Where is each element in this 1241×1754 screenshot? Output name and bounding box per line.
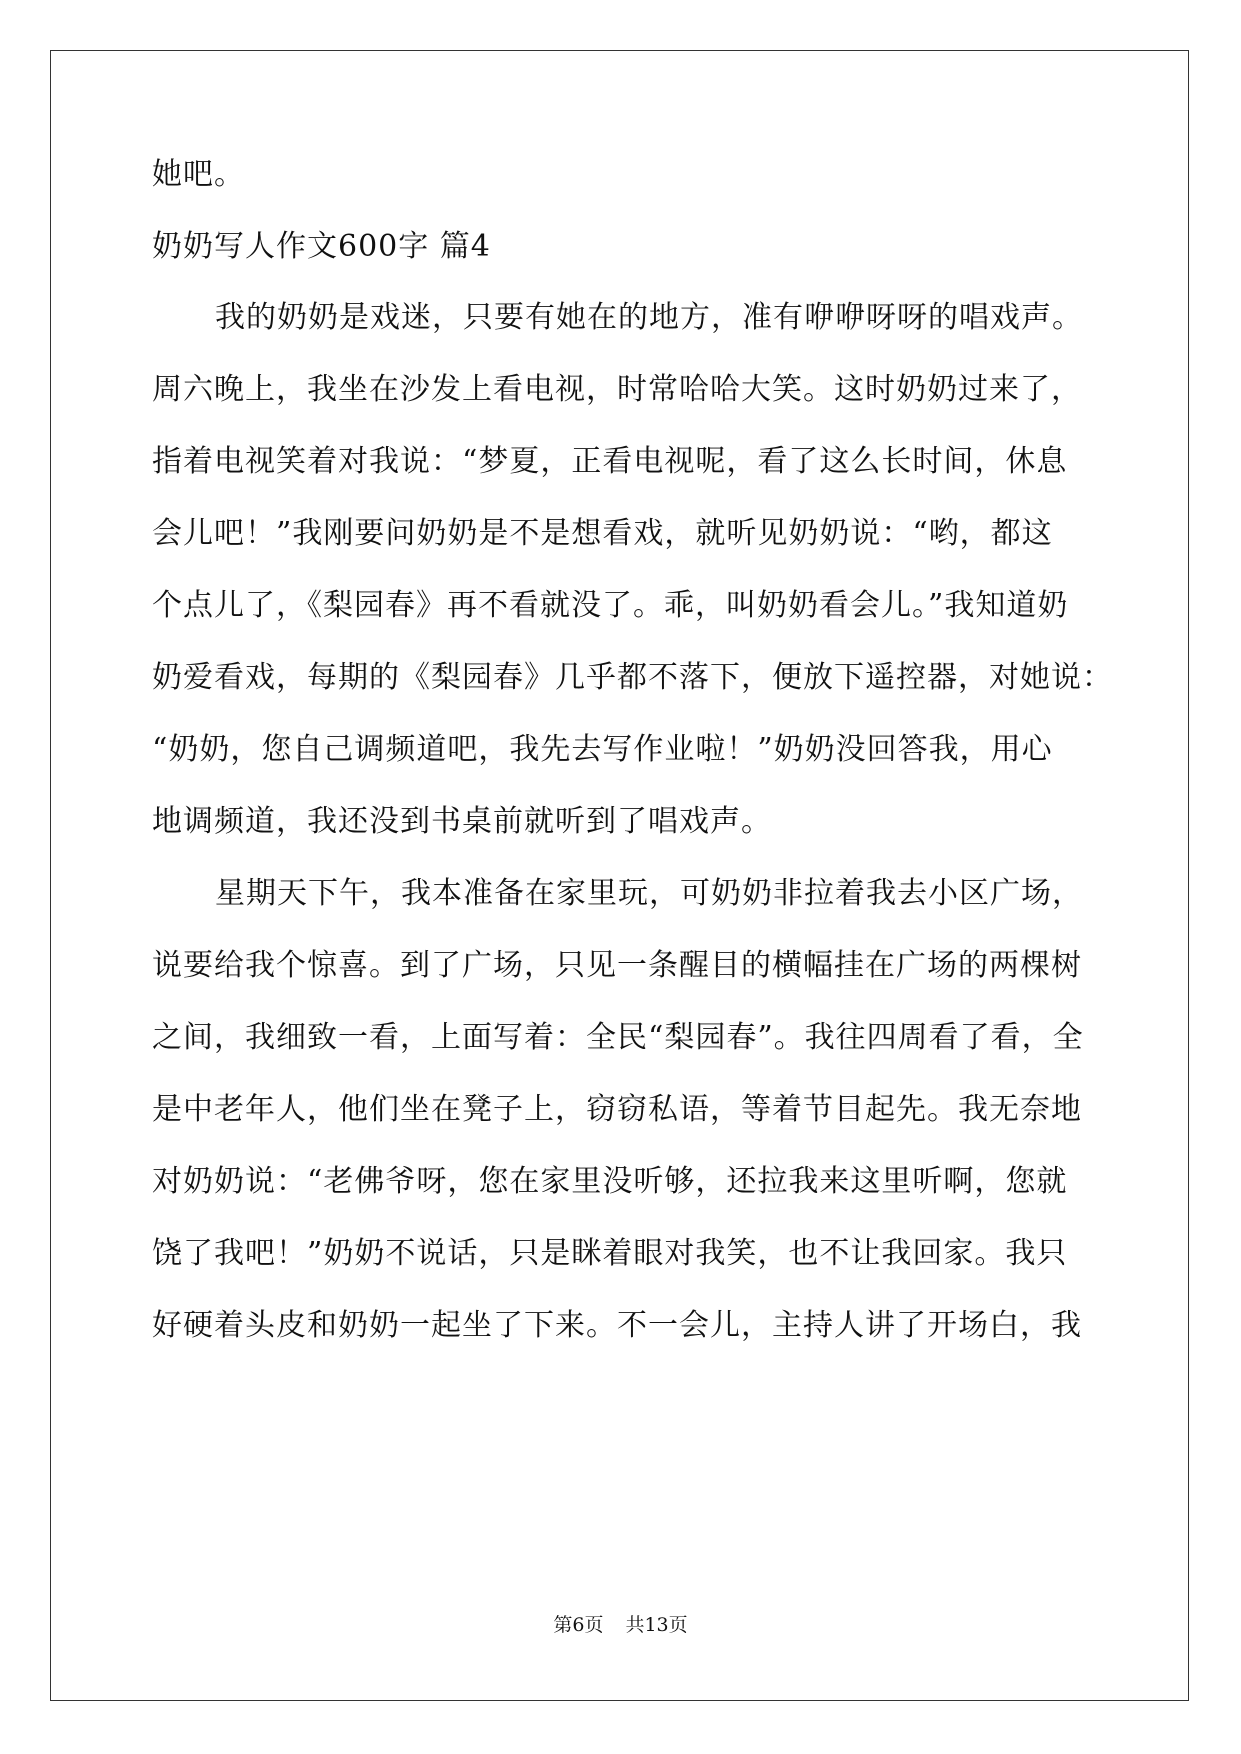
paragraph-line: 星期天下午，我本准备在家里玩，可奶奶非拉着我去小区广场，: [215, 876, 1083, 911]
paragraph-line: 指着电视笑着对我说：“梦夏，正看电视呢，看了这么长时间，休息: [152, 444, 1068, 479]
text-line: 她吧。: [152, 157, 245, 192]
paragraph-line: 是中老年人，他们坐在凳子上，窃窃私语，等着节目起先。我无奈地: [152, 1092, 1082, 1127]
paragraph-line: 奶爱看戏，每期的《梨园春》几乎都不落下，便放下遥控器，对她说：: [152, 660, 1113, 695]
total-page-count: 共13页: [625, 1614, 688, 1636]
paragraph-line: 饶了我吧！”奶奶不说话，只是眯着眼对我笑，也不让我回家。我只: [152, 1236, 1068, 1271]
paragraph-line: 之间，我细致一看，上面写着：全民“梨园春”。我往四周看了看，全: [152, 1020, 1084, 1055]
paragraph-line: 好硬着头皮和奶奶一起坐了下来。不一会儿，主持人讲了开场白，我: [152, 1308, 1082, 1343]
paragraph-line: 个点儿了，《梨园春》再不看就没了。乖，叫奶奶看会儿。”我知道奶: [152, 588, 1069, 623]
paragraph-line: “奶奶，您自己调频道吧，我先去写作业啦！”奶奶没回答我，用心: [152, 732, 1053, 767]
section-heading: 奶奶写人作文600字 篇4: [152, 229, 491, 264]
paragraph-line: 周六晚上，我坐在沙发上看电视，时常哈哈大笑。这时奶奶过来了，: [152, 372, 1082, 407]
paragraph-line: 地调频道，我还没到书桌前就听到了唱戏声。: [152, 804, 772, 839]
paragraph-line: 会儿吧！”我刚要问奶奶是不是想看戏，就听见奶奶说：“哟，都这: [152, 516, 1053, 551]
paragraph-line: 对奶奶说：“老佛爷呀，您在家里没听够，还拉我来这里听啊，您就: [152, 1164, 1068, 1199]
page-footer: [0, 1610, 1241, 1637]
paragraph-line: 我的奶奶是戏迷，只要有她在的地方，准有咿咿呀呀的唱戏声。: [215, 300, 1083, 335]
current-page-number: 第6页: [553, 1614, 604, 1636]
paragraph-line: 说要给我个惊喜。到了广场，只见一条醒目的横幅挂在广场的两棵树: [152, 948, 1082, 983]
